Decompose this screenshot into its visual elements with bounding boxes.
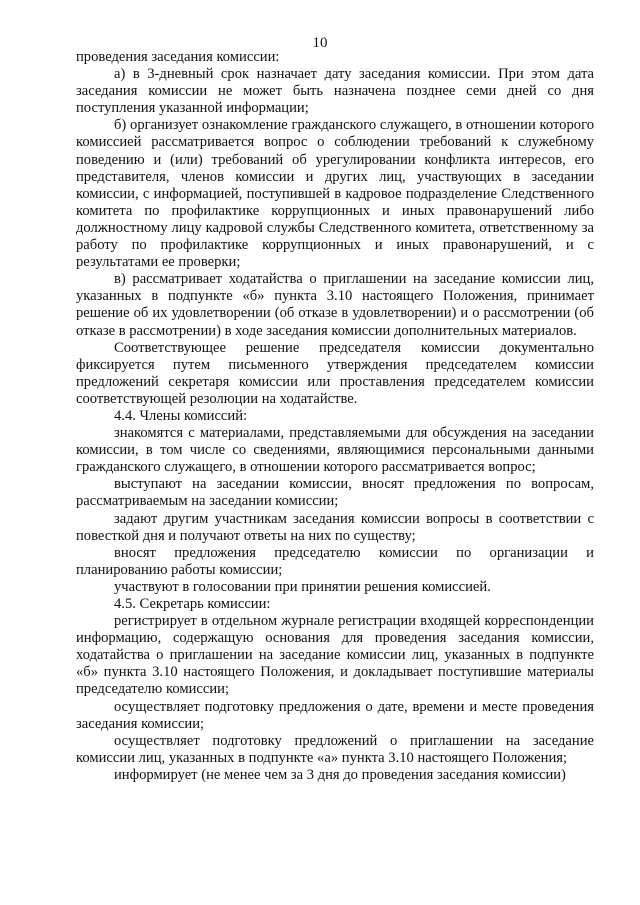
paragraph-members-propose: вносят предложения председателю комиссии по организации и планированию работы комиссии;: [76, 544, 594, 578]
paragraph-secretary-register: регистрирует в отдельном журнале регистрации входящей корреспонденции информацию, содержащую основания для проведения заседания комиссии, ходатайства о приглашении на заседание комиссии лиц, указанных в подпункте «б» пункта 3.10 настоящего Положения, и докладывает поступившие материалы председателю комиссии;: [76, 613, 594, 698]
paragraph-members-ask: задают другим участникам заседания комиссии вопросы в соответствии с повесткой дня и получают ответы на них по существу;: [76, 510, 594, 544]
paragraph-members-review: знакомятся с материалами, представляемыми для обсуждения на заседании комиссии, в том числе со сведениями, являющимися персональными данными гражданского служащего, в отношении которого рассматривается вопрос;: [76, 425, 594, 476]
paragraph-members-vote: участвуют в голосовании при принятии решения комиссией.: [114, 578, 491, 595]
page-number: 10: [312, 35, 328, 51]
paragraph-secretary-inform: информирует (не менее чем за 3 дня до проведения заседания комиссии): [114, 766, 566, 783]
paragraph-item-b: б) организует ознакомление гражданского служащего, в отношении которого комиссией рассматривается вопрос о соблюдении требований к служебному поведению и (или) требований об урегулировании конфликта интересов, его представителя, членов комиссии и других лиц, участвующих в заседании комиссии, с информацией, поступившей в кадровое подразделение Следственного комитета по профилактике коррупционных и иных правонарушений либо должностному лицу кадровой службы Следственного комитета, ответственному за работу по профилактике коррупционных и иных правонарушений, и с результатами ее проверки;: [76, 117, 594, 271]
document-body: [76, 49, 594, 784]
paragraph-members-speak: выступают на заседании комиссии, вносят предложения по вопросам, рассматриваемым на заседании комиссии;: [76, 476, 594, 510]
paragraph-secretary-invite: осуществляет подготовку предложений о приглашении на заседание комиссии лиц, указанных в подпункте «а» пункта 3.10 настоящего Положения;: [76, 732, 594, 766]
paragraph-item-a: а) в 3-дневный срок назначает дату заседания комиссии. При этом дата заседания комиссии не может быть назначена позднее семи дней со дня поступления указанной информации;: [76, 66, 594, 117]
paragraph-chair-decision: Соответствующее решение председателя комиссии документально фиксируется путем письменного утверждения председателем комиссии предложений секретаря комиссии или проставления председателем комиссии соответствующей резолюции на ходатайстве.: [76, 339, 594, 407]
paragraph-secretary-date: осуществляет подготовку предложения о дате, времени и месте проведения заседания комиссии;: [76, 698, 594, 732]
section-heading-4-4: 4.4. Члены комиссий:: [114, 407, 248, 424]
section-heading-4-5: 4.5. Секретарь комиссии:: [114, 596, 271, 612]
paragraph-continuation: проведения заседания комиссии:: [76, 49, 280, 65]
paragraph-item-v: в) рассматривает ходатайства о приглашении на заседание комиссии лиц, указанных в подпункте «б» пункта 3.10 настоящего Положения, принимает решение об их удовлетворении (об отказе в удовлетворении) и о рассмотрении (об отказе в рассмотрении) в ходе заседания комиссии дополнительных материалов.: [76, 271, 594, 339]
